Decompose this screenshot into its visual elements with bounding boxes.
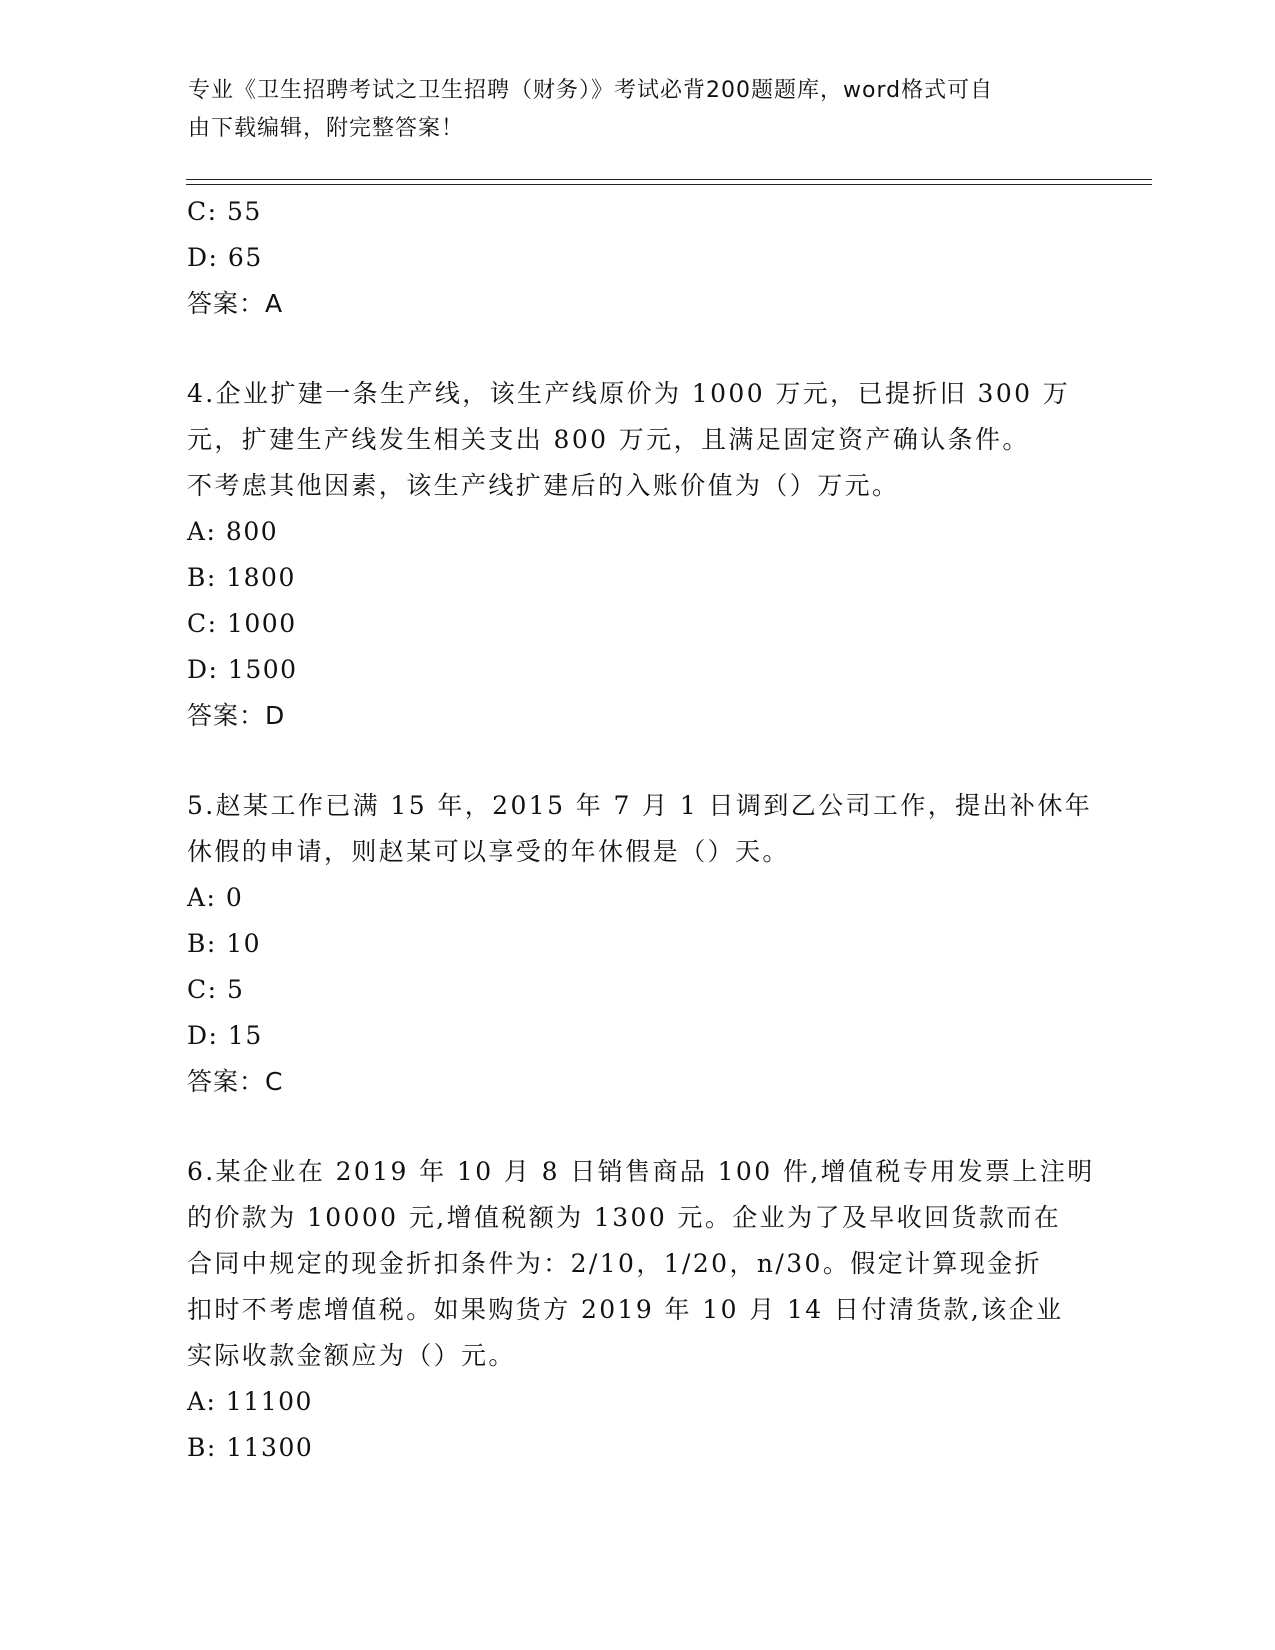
- question-text: [187, 1149, 1095, 1379]
- option-c: C: 1000: [187, 609, 297, 638]
- block-spacer: [187, 327, 1087, 371]
- option-d: D: 15: [187, 1021, 263, 1050]
- question-text: [187, 371, 1087, 509]
- option-d: D: 1500: [187, 655, 298, 684]
- question-block-4: [187, 371, 1087, 739]
- question-line: 实际收款金额应为（）元。: [187, 1341, 516, 1370]
- option-c: C: 55: [187, 197, 262, 226]
- question-line: 5.赵某工作已满 15 年，2015 年 7 月 1 日调到乙公司工作，提出补休年: [187, 791, 1093, 820]
- answer-line: 答案：A: [187, 289, 284, 318]
- option-b: B: 1800: [187, 563, 296, 592]
- question-line: 休假的申请，则赵某可以享受的年休假是（）天。: [187, 837, 790, 866]
- question-line: 元，扩建生产线发生相关支出 800 万元，且满足固定资产确认条件。: [187, 425, 1030, 454]
- option-d: D: 65: [187, 243, 263, 272]
- block-spacer: [187, 739, 1087, 783]
- question-list: [187, 189, 1095, 1471]
- question-block-6: [187, 1149, 1095, 1471]
- answer-line: 答案：C: [187, 1067, 284, 1096]
- header-line-1: 专业《卫生招聘考试之卫生招聘（财务）》考试必背200题题库，word格式可自: [188, 78, 994, 103]
- question-line: 4.企业扩建一条生产线，该生产线原价为 1000 万元，已提折旧 300 万: [187, 379, 1071, 408]
- question-line: 6.某企业在 2019 年 10 月 8 日销售商品 100 件,增值税专用发票上注明: [187, 1157, 1095, 1186]
- option-a: A: 800: [187, 517, 279, 546]
- question-block-5: [187, 783, 1093, 1105]
- question-line: 不考虑其他因素，该生产线扩建后的入账价值为（）万元。: [187, 471, 900, 500]
- page-header: [188, 72, 1068, 148]
- answer-line: 答案：D: [187, 701, 286, 730]
- header-divider-bottom: [186, 184, 1152, 185]
- option-b: B: 11300: [187, 1433, 314, 1462]
- option-c: C: 5: [187, 975, 245, 1004]
- header-divider-top: [186, 179, 1152, 180]
- header-line-2: 由下载编辑，附完整答案！: [188, 116, 465, 141]
- question-line: 合同中规定的现金折扣条件为：2/10，1/20，n/30。假定计算现金折: [187, 1249, 1043, 1278]
- question-text: [187, 783, 1093, 875]
- option-a: A: 11100: [187, 1387, 313, 1416]
- question-block-3: [187, 189, 1087, 327]
- question-line: 的价款为 10000 元,增值税额为 1300 元。企业为了及早收回货款而在: [187, 1203, 1062, 1232]
- question-line: 扣时不考虑增值税。如果购货方 2019 年 10 月 14 日付清货款,该企业: [187, 1295, 1064, 1324]
- option-a: A: 0: [187, 883, 244, 912]
- block-spacer: [187, 1105, 1087, 1149]
- option-b: B: 10: [187, 929, 262, 958]
